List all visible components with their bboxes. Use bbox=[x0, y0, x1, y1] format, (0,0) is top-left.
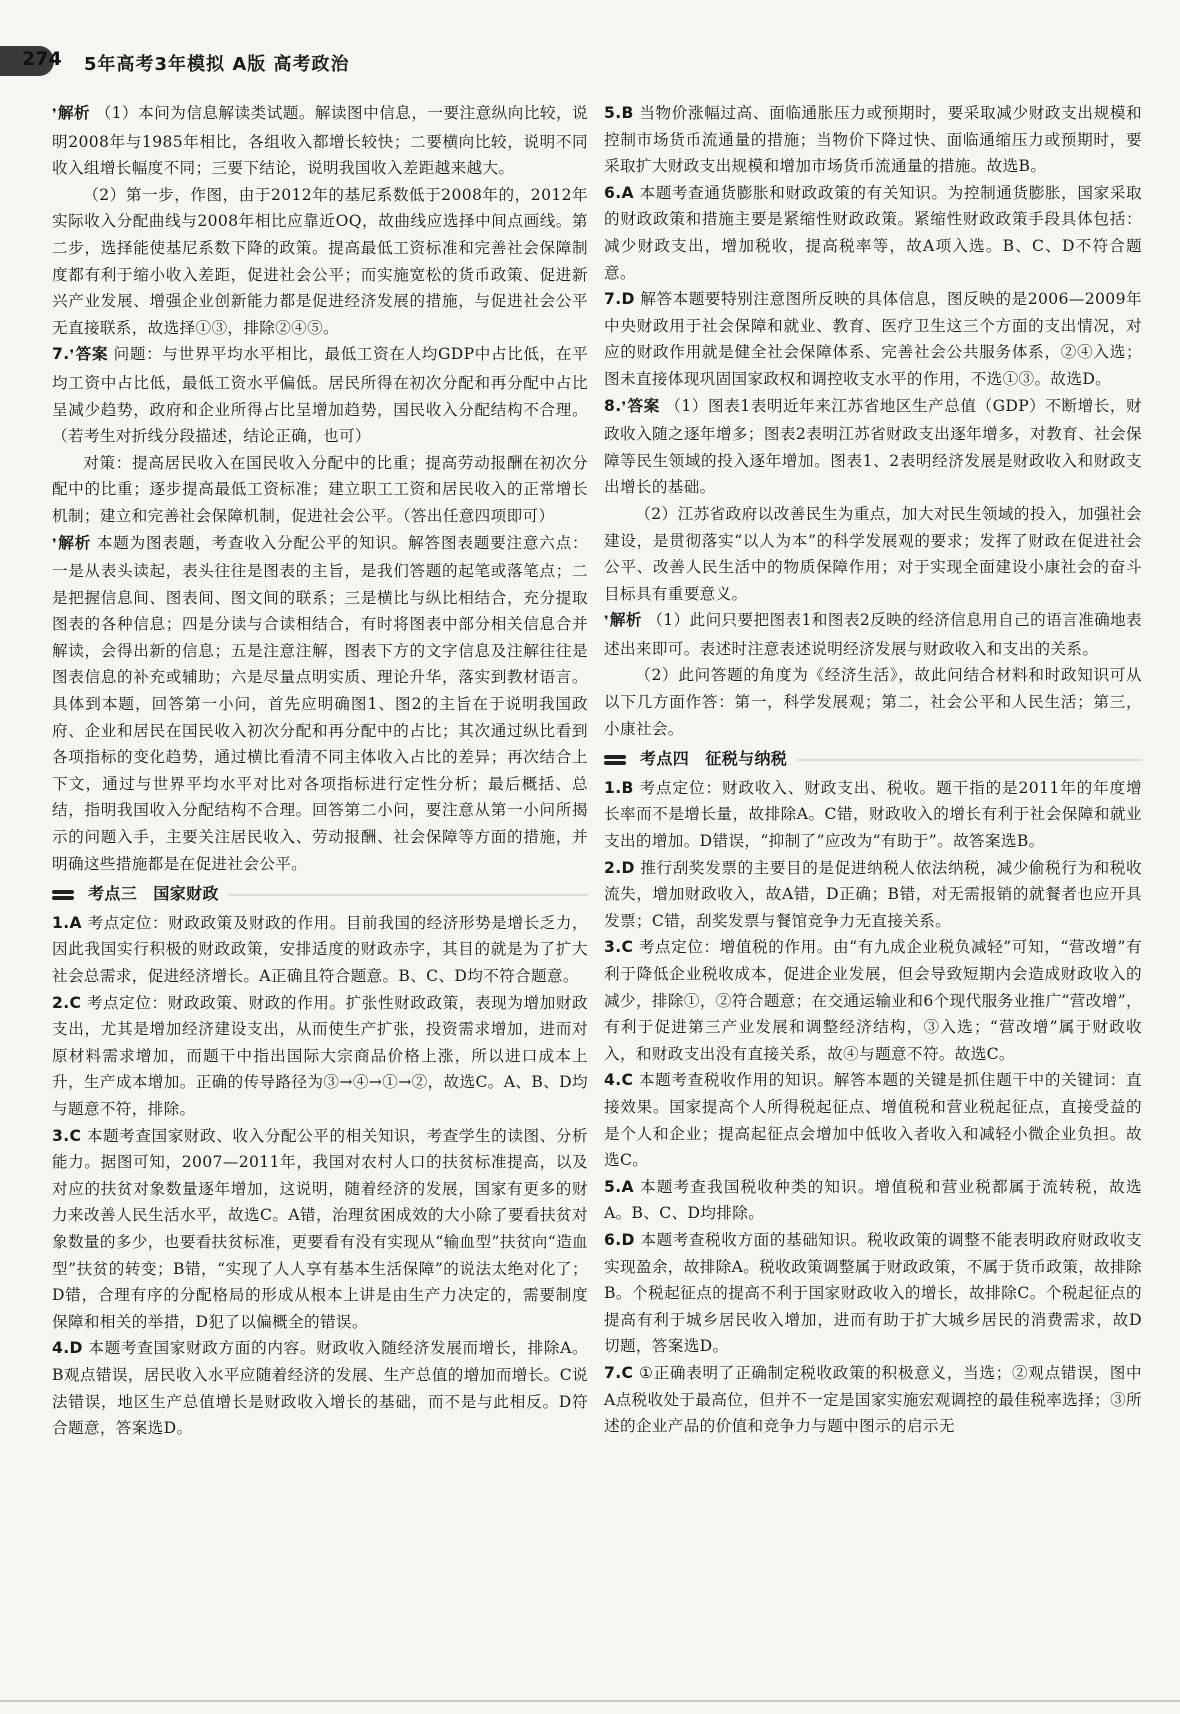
question-number: 6.A bbox=[604, 183, 634, 202]
paragraph bbox=[604, 100, 1142, 180]
paragraph bbox=[604, 934, 1142, 1067]
paragraph bbox=[52, 1335, 588, 1441]
page-number: 274 bbox=[22, 48, 62, 70]
question-number: 3.C bbox=[52, 1126, 82, 1145]
paragraph bbox=[52, 910, 588, 990]
question-number: 7.D bbox=[604, 290, 635, 309]
paragraph bbox=[52, 100, 588, 182]
section-heading bbox=[604, 746, 1142, 773]
question-number: 2.C bbox=[52, 993, 82, 1012]
paragraph bbox=[604, 855, 1142, 935]
paragraph-text: （1）本问为信息解读类试题。解读图中信息，一要注意纵向比较，说明2008年与1985年相比，各组收入都增长较快；二要横向比较，说明不同收入组增长幅度不同；三要下结论，说明我国收入差距越来越大。 bbox=[52, 104, 588, 178]
paragraph bbox=[604, 662, 1142, 742]
paragraph-text: 当物价涨幅过高、面临通胀压力或预期时，要采取减少财政支出规模和控制市场货币流通量的措施；当物价下降过快、面临通缩压力或预期时，要采取扩大财政支出规模和增加市场货币流通量的措施。故选B。 bbox=[604, 104, 1142, 176]
question-number: 3.C bbox=[604, 938, 634, 957]
paragraph bbox=[52, 1123, 588, 1336]
question-number: 2.D bbox=[604, 858, 635, 877]
paragraph-text: （2）江苏省政府以改善民生为重点，加大对民生领域的投入，加强社会建设，是贯彻落实“以人为本”的科学发展观的要求；发挥了财政在促进社会公平、改善人民生活中的物质保障作用；对于实现全面建设小康社会的奋斗目标具有重要意义。 bbox=[604, 504, 1142, 603]
question-number: 6.D bbox=[604, 1230, 635, 1249]
bottom-divider bbox=[0, 1700, 1180, 1702]
paragraph-text: 本题为图表题，考查收入分配公平的知识。解答图表题要注意六点：一是从表头读起，表头往往是图表的主旨，是我们答题的起笔或落笔点；二是把握信息间、图表间、图文间的联系；三是横比与纵比相结合，充分提取图表的各种信息；四是分读与合读相结合，有时将图表中部分相关信息合并解读，会得出新的信息；五是注意注解，图表下方的文字信息及注解往往是图表信息的补充或辅助；六是尽量点明实质、理论升华，落实到教材语言。具体到本题，回答第一小问，首先应明确图1、图2的主旨在于说明我国政府、企业和居民在国民收入初次分配和再分配中的占比；其次通过纵比看到各项指标的变化趋势，通过横比看清不同主体收入占比的差异；再次结合上下文，通过与世界平均水平对比对各项指标进行定性分析；最后概括、总结，指明我国收入分配结构不合理。回答第二小问，要注意从第一小问所揭示的问题入手，主要关注居民收入、劳动报酬、社会保障等方面的措施，并明确这些措施都是在促进社会公平。 bbox=[52, 533, 588, 873]
section-heading bbox=[52, 881, 588, 908]
paragraph bbox=[52, 341, 588, 449]
question-number: 4.D bbox=[52, 1339, 83, 1358]
question-number: 7.C bbox=[604, 1363, 634, 1382]
section-rule bbox=[797, 759, 1142, 761]
paragraph-text: 考点定位：财政收入、财政支出、税收。题干指的是2011年的年度增长率而不是增长量，故排除A。C错，财政收入的增长有利于社会保障和就业支出的增加。D错误，“抑制了”应改为“有助于”。故答案选B。 bbox=[604, 778, 1142, 851]
paragraph bbox=[604, 1174, 1142, 1227]
label-badge: ❜ 解析 bbox=[52, 104, 90, 122]
section-title: 考点四 征税与纳税 bbox=[640, 749, 788, 769]
label-badge: ❜ 答案 bbox=[69, 345, 108, 363]
paragraph bbox=[604, 775, 1142, 855]
question-number: 1.A bbox=[52, 913, 82, 932]
question-number: 4.C bbox=[604, 1071, 634, 1090]
paragraph-text: 考点定位：财政政策及财政的作用。目前我国的经济形势是增长乏力，因此我国实行积极的财政政策，安排适度的财政赤字，其目的就是为了扩大社会总需求，促进经济增长。A正确且符合题意。B、C、D均不符合题意。 bbox=[52, 913, 588, 985]
question-number: 7. bbox=[52, 345, 70, 364]
question-number: 8. bbox=[604, 396, 622, 415]
paragraph bbox=[52, 182, 588, 342]
paragraph bbox=[604, 180, 1142, 286]
label-badge: ❜ 答案 bbox=[621, 397, 659, 415]
paragraph bbox=[52, 450, 588, 530]
paragraph-text: （2）第一步，作图，由于2012年的基尼系数低于2008年的，2012年实际收入分配曲线与2008年相比应靠近OQ，故曲线应选择中间点画线。第二步，选择能使基尼系数下降的政策。提高最低工资标准和完善社会保障制度都有利于缩小收入差距，促进社会公平；而实施宽松的货币政策、促进新兴产业发展、增强企业创新能力都是促进经济发展的措施，与促进社会公平无直接联系，故选择①③，排除②④⑤。 bbox=[52, 185, 588, 337]
paragraph bbox=[52, 990, 588, 1123]
label-badge: ❜ 解析 bbox=[604, 611, 642, 629]
paragraph bbox=[604, 286, 1142, 392]
paragraph-text: （2）此问答题的角度为《经济生活》，故此问结合材料和时政知识可从以下几方面作答：第一，科学发展观；第二，社会公平和人民生活；第三，小康社会。 bbox=[604, 666, 1142, 738]
paragraph bbox=[52, 530, 588, 878]
paragraph bbox=[604, 393, 1142, 501]
paragraph-text: 推行刮奖发票的主要目的是促进纳税人依法纳税，减少偷税行为和税收流失，增加财政收入，故A错，D正确；B错，对无需报销的就餐者也应开具发票；C错，刮奖发票与餐馆竞争力无直接关系。 bbox=[604, 858, 1142, 930]
section-icon bbox=[52, 889, 74, 901]
section-icon bbox=[604, 754, 626, 766]
paragraph bbox=[604, 501, 1142, 607]
question-number: 1.B bbox=[604, 778, 634, 797]
paragraph-text: 问题：与世界平均水平相比，最低工资在人均GDP中占比低，在平均工资中占比低，最低工资水平偏低。居民所得在初次分配和再分配中占比呈减少趋势，政府和企业所得占比呈增加趋势，国民收入分配结构不合理。（若考生对折线分段描述，结论正确，也可） bbox=[52, 345, 589, 446]
label-badge: ❜ 解析 bbox=[52, 534, 91, 552]
paragraph-text: 本题考查通货膨胀和财政政策的有关知识。为控制通货膨胀，国家采取的财政政策和措施主要是紧缩性财政政策。紧缩性财政政策手段具体包括：减少财政支出，增加税收，提高税率等，故A项入选。B、C、D不符合题意。 bbox=[604, 183, 1142, 282]
paragraph-text: 本题考查国家财政方面的内容。财政收入随经济发展而增长，排除A。B观点错误，居民收入水平应随着经济的发展、生产总值的增加而增长。C说法错误，地区生产总值增长是财政收入增长的基础，而不是与此相反。D符合题意，答案选D。 bbox=[52, 1339, 588, 1438]
paragraph-text: 本题考查国家财政、收入分配公平的相关知识，考查学生的读图、分析能力。据图可知，2007—2011年，我国对农村人口的扶贫标准提高，以及对应的扶贫对象数量逐年增加，这说明，随着经济的发展，国家有更多的财力来改善人民生活水平，故选C。A错，治理贫困成效的大小除了要看扶贫对象数量的多少，也要看扶贫标准，更要看有没有实现从“输血型”扶贫向“造血型”扶贫的转变；B错，“实现了人人享有基本生活保障”的说法太绝对化了；D错，合理有序的分配格局的形成从根本上讲是由生产力决定的，需要制度保障和相关的举措，D犯了以偏概全的错误。 bbox=[52, 1126, 588, 1331]
question-number: 5.A bbox=[604, 1177, 634, 1196]
paragraph-text: （1）图表1表明近年来江苏省地区生产总值（GDP）不断增长，财政收入随之逐年增多；图表2表明江苏省财政支出逐年增多，对教育、社会保障等民生领域的投入逐年增加。图表1、2表明经济发展是财政收入和财政支出增长的基础。 bbox=[604, 396, 1142, 497]
paragraph bbox=[604, 1227, 1142, 1360]
paragraph-text: 本题考查税收作用的知识。解答本题的关键是抓住题干中的关键词：直接效果。国家提高个人所得税起征点、增值税和营业税起征点，直接受益的是个人和企业；提高起征点会增加中低收入者收入和减轻小微企业负担。故选C。 bbox=[604, 1071, 1142, 1170]
right-column bbox=[604, 100, 1142, 1440]
paragraph-text: ①正确表明了正确制定税收政策的积极意义，当选；②观点错误，图中A点税收处于最高位，但并不一定是国家实施宏观调控的最佳税率选择；③所述的企业产品的价值和竞争力与题中图示的启示无 bbox=[604, 1363, 1142, 1436]
paragraph bbox=[604, 607, 1142, 662]
question-number: 5.B bbox=[604, 104, 634, 122]
page-header bbox=[0, 0, 1180, 82]
left-column bbox=[52, 100, 588, 1442]
section-title: 考点三 国家财政 bbox=[88, 884, 219, 904]
paragraph-text: 考点定位：增值税的作用。由“有九成企业税负减轻”可知，“营改增”有利于降低企业税收成本，促进企业发展，但会导致短期内会造成财政收入的减少，排除①，②符合题意；在交通运输业和6个现代服务业推广“营改增”，有利于促进第三产业发展和调整经济结构，③入选；“营改增”属于财政收入，和财政支出没有直接关系，故④与题意不符。故选C。 bbox=[604, 938, 1142, 1063]
paragraph bbox=[604, 1360, 1142, 1440]
paragraph-text: 本题考查税收方面的基础知识。税收政策的调整不能表明政府财政收支实现盈余，故排除A。税收政策调整属于财政政策，不属于货币政策，故排除B。个税起征点的提高不利于国家财政收入的增长，故排除C。个税起征点的提高有利于城乡居民收入增加，进而有助于扩大城乡居民的消费需求，故D切题，答案选D。 bbox=[604, 1230, 1142, 1356]
paragraph-text: 解答本题要特别注意图所反映的具体信息，图反映的是2006—2009年中央财政用于社会保障和就业、教育、医疗卫生这三个方面的支出情况，对应的财政作用就是健全社会保障体系、完善社会公共服务体系，②④入选；图未直接体现巩固国家政权和调控收支水平的作用，不选①③。故选D。 bbox=[604, 290, 1142, 388]
paragraph-text: 对策：提高居民收入在国民收入分配中的比重；提高劳动报酬在初次分配中的比重；逐步提高最低工资标准；建立职工工资和居民收入的正常增长机制；建立和完善社会保障机制，促进社会公平。（答出任意四项即可） bbox=[52, 453, 588, 525]
section-rule bbox=[229, 894, 588, 896]
paragraph bbox=[604, 1067, 1142, 1173]
paragraph-text: 本题考查我国税收种类的知识。增值税和营业税都属于流转税，故选A。B、C、D均排除。 bbox=[604, 1177, 1142, 1223]
paragraph-text: 考点定位：财政政策、财政的作用。扩张性财政政策，表现为增加财政支出，尤其是增加经济建设支出，从而使生产扩张，投资需求增加，进而对原材料需求增加，而题干中指出国际大宗商品价格上涨，所以进口成本上升，生产成本增加。正确的传导路径为③→④→①→②，故选C。A、B、D均与题意不符，排除。 bbox=[52, 993, 588, 1118]
book-title: 5年高考3年模拟 A版 高考政治 bbox=[84, 54, 350, 75]
paragraph-text: （1）此问只要把图表1和图表2反映的经济信息用自己的语言准确地表述出来即可。表述时注意表述说明经济发展与财政收入和支出的关系。 bbox=[604, 611, 1142, 658]
